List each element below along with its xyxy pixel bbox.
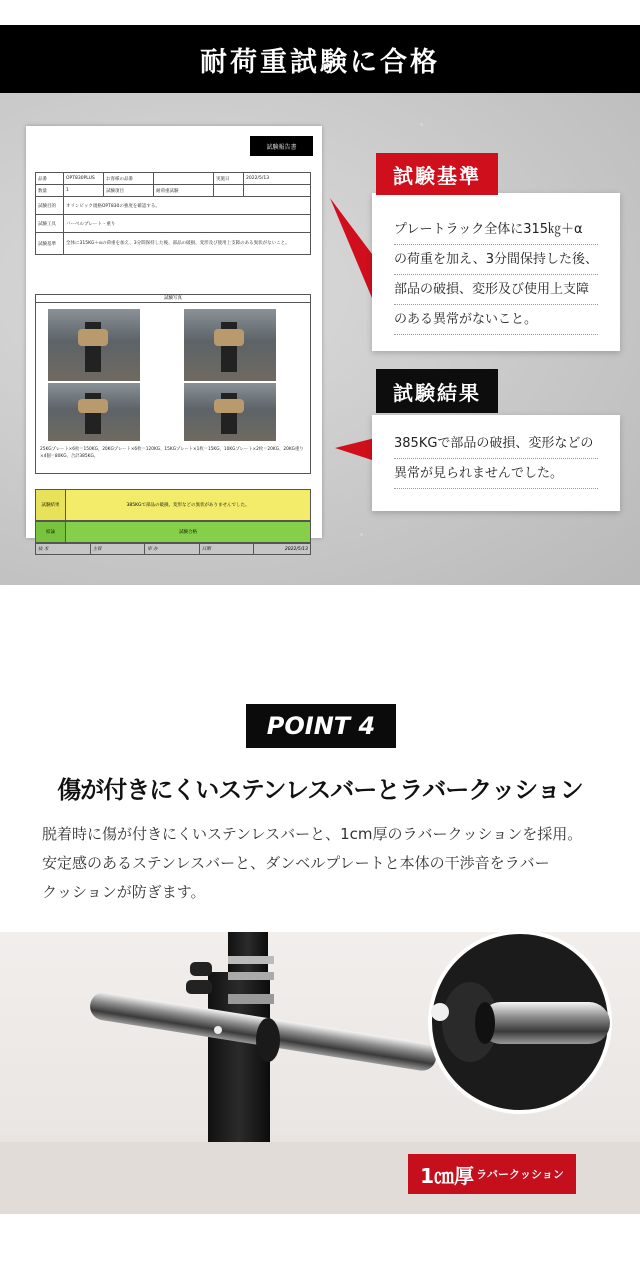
result-row-value: 385KGで部品の破損、変形などの異状がありませんでした。	[66, 490, 310, 520]
section-title: 耐荷重試験に合格	[200, 46, 440, 78]
table-row: 試験工具 バーベルプレート・重り	[36, 215, 311, 233]
table-row: 試験基準 全体に315KG＋αの荷重を加え、3分間保持した後、部品の破損、変形及び使用上支障のある異状がないこと。	[36, 233, 311, 255]
rubber-cushion-tag: 1㎝厚 ラバークッション	[408, 1154, 576, 1194]
test-section	[0, 93, 640, 585]
signature-row: 技 术 主管 审 办 日期 2022/5/13	[35, 543, 311, 555]
verdict-row-label: 結論	[36, 522, 66, 542]
section-header	[0, 25, 640, 93]
criteria-card: プレートラック全体に315㎏＋α の荷重を加え、3分間保持した後、 部品の破損、変形及び使用上支障 のある異常がないこと。	[372, 193, 620, 351]
report-title: 試験報告書	[250, 136, 313, 156]
criteria-label: 試験基準	[376, 153, 498, 195]
point-badge: POINT 4	[246, 704, 396, 748]
photo-area-title: 試験写真	[36, 295, 310, 303]
verdict-row-value: 試験合格	[66, 522, 310, 542]
table-row: 品番 OPT830PLUS お客様の品番 実施日 2022/5/13	[36, 173, 311, 185]
result-row-label: 試験結果	[36, 490, 66, 520]
photo-note: 25KGプレート×6枚＝150KG、20KGプレート×6枚＝120KG、15KGプレート×1枚＝15KG、10KGプレート×2枚＝20KG、20KG重り×4個＝80KG、合計385KG。	[40, 447, 304, 459]
result-label: 試験結果	[376, 369, 498, 413]
point-description: 脱着時に傷が付きにくいステンレスバーと、1cm厚のラバークッションを採用。 安定感のあるステンレスバーと、ダンベルプレートと本体の干渉音をラバー クッションが防ぎます。	[42, 825, 583, 901]
result-card: 385KGで部品の破損、変形などの 異常が見られませんでした。	[372, 415, 620, 511]
table-row: 数量 1 試験項目 耐荷重試験	[36, 185, 311, 197]
point-heading: 傷が付きにくいステンレスバーとラバークッション	[57, 776, 583, 804]
table-row: 試験目的 オリンピック規格OPT830の強度を確認する。	[36, 197, 311, 215]
